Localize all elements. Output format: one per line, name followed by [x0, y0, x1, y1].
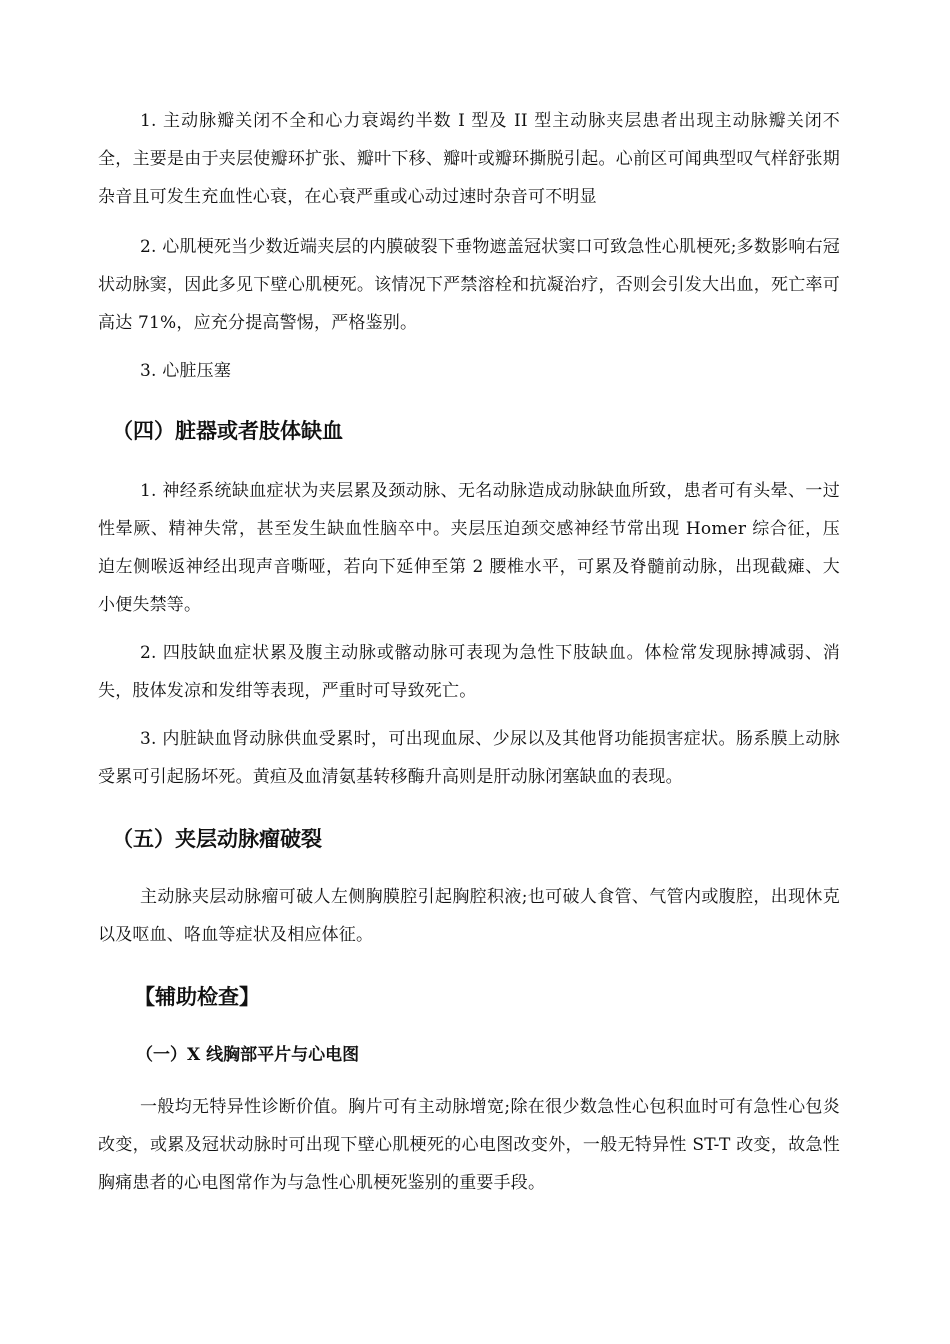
- paragraph-xray-ecg: 一般均无特异性诊断价值。胸片可有主动脉增宽;除在很少数急性心包积血时可有急性心包炎改变，或累及冠状动脉时可出现下壁心肌梗死的心电图改变外，一般无特异性 ST-T 改变，故急性胸痛患者的心电图常作为与急性心肌梗死鉴别的重要手段。: [98, 1097, 840, 1193]
- heading-organ-limb-ischemia: （四）脏器或者肢体缺血: [112, 419, 343, 443]
- subheading-xray-ecg: （一）X 线胸部平片与心电图: [136, 1045, 360, 1065]
- paragraph-visceral-ischemia: 3. 内脏缺血肾动脉供血受累时，可出现血尿、少尿以及其他肾功能损害症状。肠系膜上动脉受累可引起肠坏死。黄疸及血清氨基转移酶升高则是肝动脉闭塞缺血的表现。: [98, 729, 840, 787]
- paragraph-aortic-regurgitation: 1. 主动脉瓣关闭不全和心力衰竭约半数 I 型及 II 型主动脉夹层患者出现主动脉瓣关闭不全，主要是由于夹层使瓣环扩张、瓣叶下移、瓣叶或瓣环撕脱引起。心前区可闻典型叹气样舒张期杂音且可发生充血性心衰，在心衰严重或心动过速时杂音可不明显: [98, 111, 840, 207]
- paragraph-limb-ischemia: 2. 四肢缺血症状累及腹主动脉或髂动脉可表现为急性下肢缺血。体检常发现脉搏减弱、消失，肢体发凉和发绀等表现，严重时可导致死亡。: [98, 643, 840, 701]
- paragraph-neuro-ischemia: 1. 神经系统缺血症状为夹层累及颈动脉、无名动脉造成动脉缺血所致，患者可有头晕、一过性晕厥、精神失常，甚至发生缺血性脑卒中。夹层压迫颈交感神经节常出现 Homer 综合征，压迫左侧喉返神经出现声音嘶哑，若向下延伸至第 2 腰椎水平，可累及脊髓前动脉，出现截瘫、大小便失禁等。: [98, 481, 840, 615]
- paragraph-rupture-description: 主动脉夹层动脉瘤可破人左侧胸膜腔引起胸腔积液;也可破人食管、气管内或腹腔，出现休克以及呕血、咯血等症状及相应体征。: [98, 887, 840, 945]
- paragraph-myocardial-infarction: 2. 心肌梗死当少数近端夹层的内膜破裂下垂物遮盖冠状窦口可致急性心肌梗死;多数影响右冠状动脉窦，因此多见下壁心肌梗死。该情况下严禁溶栓和抗凝治疗，否则会引发大出血，死亡率可高达 71%，应充分提高警惕，严格鉴别。: [98, 237, 840, 333]
- section-title-auxiliary-exams: 【辅助检查】: [134, 985, 260, 1009]
- paragraph-cardiac-tamponade: 3. 心脏压塞: [140, 361, 232, 381]
- heading-aneurysm-rupture: （五）夹层动脉瘤破裂: [112, 827, 322, 851]
